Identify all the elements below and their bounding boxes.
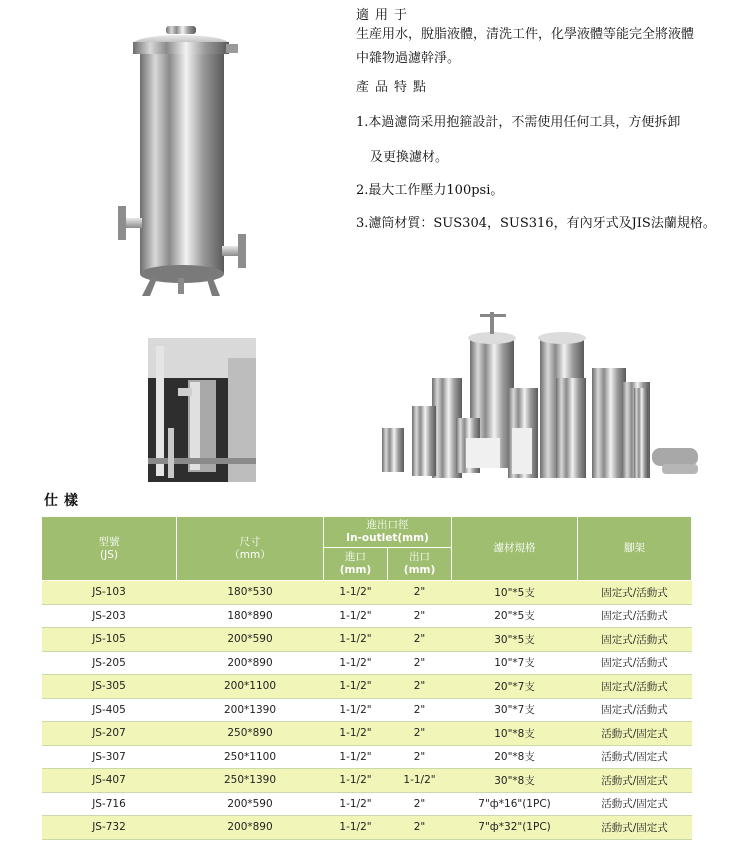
table-row (42, 675, 692, 699)
cell-stand: 活動式/固定式 (578, 745, 692, 769)
cell-filter: 10"*7支 (452, 651, 578, 675)
col-header-inlet-unit: (mm) (339, 564, 372, 576)
spec-heading: 仕樣 (44, 493, 84, 509)
spec-table (41, 516, 692, 840)
cell-outlet: 2" (388, 698, 452, 722)
cell-stand: 活動式/固定式 (578, 792, 692, 816)
col-header-model-label: 型號 (98, 535, 120, 548)
col-header-outlet (388, 548, 452, 581)
cell-stand: 活動式/固定式 (578, 722, 692, 746)
cell-filter: 20"*5支 (452, 604, 578, 628)
col-header-model (42, 517, 177, 581)
cell-size: 250*1390 (177, 769, 324, 793)
table-row (42, 745, 692, 769)
table-row (42, 816, 692, 840)
cell-outlet: 2" (388, 651, 452, 675)
cell-model: JS-207 (42, 722, 177, 746)
col-header-inout (324, 517, 452, 548)
cell-stand: 活動式/固定式 (578, 769, 692, 793)
col-header-outlet-unit: (mm) (403, 564, 436, 576)
cell-size: 180*890 (177, 604, 324, 628)
cell-filter: 7"ф*32"(1PC) (452, 816, 578, 840)
feature-2: 2.最大工作壓力100psi。 (356, 183, 504, 198)
cell-model: JS-205 (42, 651, 177, 675)
cell-size: 200*590 (177, 792, 324, 816)
feature-3: 3.濾筒材質：SUS304，SUS316，有內牙式及JIS法蘭規格。 (356, 216, 716, 231)
cell-stand: 固定式/活動式 (578, 675, 692, 699)
col-header-filter: 濾材規格 (452, 517, 578, 581)
applications-line-1: 生産用水，脫脂液體，清洗工件，化學液體等能完全將液體 (356, 27, 695, 42)
cell-filter: 30"*8支 (452, 769, 578, 793)
cell-inlet: 1-1/2" (324, 628, 388, 652)
feature-1-line-2: 及更換濾材。 (370, 150, 449, 165)
cell-stand: 固定式/活動式 (578, 604, 692, 628)
cell-filter: 20"*8支 (452, 745, 578, 769)
applications-heading: 適用于 (356, 8, 414, 23)
cell-filter: 10"*5支 (452, 581, 578, 605)
cell-model: JS-407 (42, 769, 177, 793)
table-row (42, 604, 692, 628)
cell-filter: 30"*7支 (452, 698, 578, 722)
col-header-model-sub: (JS) (100, 548, 118, 561)
table-row (42, 628, 692, 652)
table-row (42, 698, 692, 722)
cell-stand: 活動式/固定式 (578, 816, 692, 840)
cell-model: JS-105 (42, 628, 177, 652)
installation-photo (148, 338, 256, 482)
table-row (42, 769, 692, 793)
col-header-inout-label: 進出口徑 (366, 519, 409, 531)
cell-filter: 10"*8支 (452, 722, 578, 746)
cell-outlet: 2" (388, 581, 452, 605)
cell-stand: 固定式/活動式 (578, 698, 692, 722)
cell-size: 180*530 (177, 581, 324, 605)
cell-size: 200*890 (177, 651, 324, 675)
cell-inlet: 1-1/2" (324, 745, 388, 769)
cell-inlet: 1-1/2" (324, 581, 388, 605)
cell-inlet: 1-1/2" (324, 651, 388, 675)
cell-model: JS-732 (42, 816, 177, 840)
table-row (42, 792, 692, 816)
col-header-stand: 腳架 (578, 517, 692, 581)
cell-outlet: 2" (388, 675, 452, 699)
cell-outlet: 2" (388, 604, 452, 628)
col-header-outlet-label: 出口 (409, 551, 430, 563)
cell-inlet: 1-1/2" (324, 698, 388, 722)
cell-inlet: 1-1/2" (324, 769, 388, 793)
cell-inlet: 1-1/2" (324, 792, 388, 816)
table-row (42, 722, 692, 746)
cell-model: JS-716 (42, 792, 177, 816)
cell-stand: 固定式/活動式 (578, 628, 692, 652)
cell-inlet: 1-1/2" (324, 722, 388, 746)
cell-size: 200*1390 (177, 698, 324, 722)
cell-model: JS-305 (42, 675, 177, 699)
cell-filter: 7"ф*16"(1PC) (452, 792, 578, 816)
cell-outlet: 2" (388, 792, 452, 816)
table-row (42, 651, 692, 675)
feature-1-line-1: 1.本過濾筒采用抱箍設計，不需使用任何工具，方便拆卸 (356, 115, 681, 130)
cell-size: 250*890 (177, 722, 324, 746)
cell-outlet: 1-1/2" (388, 769, 452, 793)
cell-outlet: 2" (388, 816, 452, 840)
col-header-inlet (324, 548, 388, 581)
cell-model: JS-307 (42, 745, 177, 769)
cell-inlet: 1-1/2" (324, 675, 388, 699)
cell-outlet: 2" (388, 628, 452, 652)
spec-table-body (42, 581, 692, 840)
cell-outlet: 2" (388, 745, 452, 769)
product-range-photo (372, 308, 702, 488)
cell-model: JS-203 (42, 604, 177, 628)
cell-inlet: 1-1/2" (324, 604, 388, 628)
col-header-inout-en: In-outlet(mm) (346, 532, 429, 544)
col-header-inlet-label: 進口 (345, 551, 366, 563)
cell-size: 200*590 (177, 628, 324, 652)
cell-filter: 20"*7支 (452, 675, 578, 699)
cell-model: JS-103 (42, 581, 177, 605)
filter-housing-photo (100, 8, 260, 300)
cell-model: JS-405 (42, 698, 177, 722)
cell-size: 200*890 (177, 816, 324, 840)
cell-stand: 固定式/活動式 (578, 581, 692, 605)
col-header-size (177, 517, 324, 581)
cell-stand: 固定式/活動式 (578, 651, 692, 675)
cell-filter: 30"*5支 (452, 628, 578, 652)
table-row (42, 581, 692, 605)
applications-line-2: 中雜物過濾幹淨。 (356, 51, 461, 66)
cell-outlet: 2" (388, 722, 452, 746)
col-header-size-unit: （mm） (229, 548, 271, 561)
features-heading: 產品特點 (356, 80, 433, 95)
cell-inlet: 1-1/2" (324, 816, 388, 840)
cell-size: 250*1100 (177, 745, 324, 769)
cell-size: 200*1100 (177, 675, 324, 699)
col-header-size-label: 尺寸 (239, 535, 261, 548)
